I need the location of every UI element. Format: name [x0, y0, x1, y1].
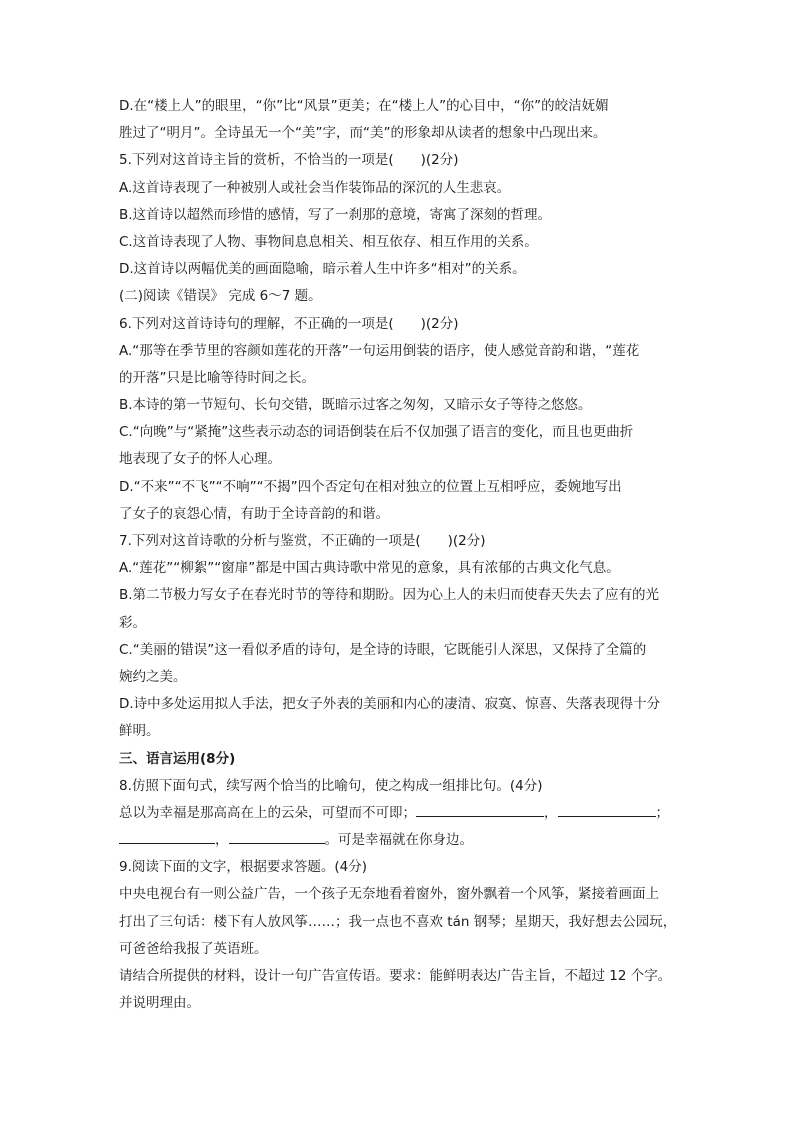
document-page: [119, 93, 681, 1017]
semicolon-mark: ；: [655, 804, 669, 821]
question-9-material: 可爸爸给我报了英语班。: [119, 940, 268, 957]
question-6-option-d: D.“不来”“不飞”“不响”“不揭”四个否定句在相对独立的位置上互相呼应，委婉地写出: [119, 478, 622, 495]
subsection-heading: (二)阅读《错误》 完成 6～7 题。: [119, 288, 322, 305]
question-7-option-a: A.“莲花”“柳絮”“窗扉”都是中国古典诗歌中常见的意象，具有浓郁的古典文化气息。: [119, 560, 620, 577]
question-7-option-d: D.诗中多处运用拟人手法，把女子外表的美丽和内心的凄清、寂寞、惊喜、失落表现得十分: [119, 696, 661, 713]
question-6-option-c-cont: 地表现了女子的怀人心理。: [119, 451, 281, 468]
question-5-option-d: D.这首诗以两幅优美的画面隐喻，暗示着人生中许多“相对”的关系。: [119, 261, 526, 278]
answer-blank-1[interactable]: [416, 802, 544, 817]
question-5-option-b: B.这首诗以超然而珍惜的感情，写了一刹那的意境，寄寓了深刻的哲理。: [119, 206, 552, 223]
question-7-option-b-cont: 彩。: [119, 614, 146, 631]
question-9-requirement: 并说明理由。: [119, 995, 200, 1012]
question-5-option-a: A.这首诗表现了一种被别人或社会当作装饰品的深沉的人生悲哀。: [119, 179, 511, 196]
question-8-line-2: [119, 827, 681, 854]
question-6-option-b: B.本诗的第一节短句、长句交错，既暗示过客之匆匆，又暗示女子等待之悠悠。: [119, 397, 592, 414]
question-8-prompt-text: 总以为幸福是那高高在上的云朵，可望而不可即；: [119, 804, 416, 821]
question-7-option-b: B.第二节极力写女子在春光时节的等待和期盼。因为心上人的未归而使春天失去了应有的光: [119, 587, 660, 604]
question-7-stem: 7.下列对这首诗歌的分析与鉴赏，不正确的一项是( )(2分): [119, 533, 486, 549]
question-9-requirement: 请结合所提供的材料，设计一句广告宣传语。要求：能鲜明表达广告主旨，不超过 12 个字。: [119, 968, 672, 984]
question-8-stem: 8.仿照下面句式，续写两个恰当的比喻句，使之构成一组排比句。(4分): [119, 777, 543, 794]
question-7-option-c-cont: 婉约之美。: [119, 668, 187, 685]
question-6-option-d-cont: 了女子的哀怨心情，有助于全诗音韵的和谐。: [119, 505, 389, 522]
comma-mark: ，: [544, 804, 558, 821]
answer-blank-4[interactable]: [229, 829, 325, 844]
question-8-line-1: [119, 800, 681, 827]
passage-line: 胜过了“明月”。全诗虽无一个“美”字，而“美”的形象却从读者的想象中凸现出来。: [119, 125, 607, 142]
question-6-stem: 6.下列对这首诗诗句的理解，不正确的一项是( )(2分): [119, 315, 459, 332]
answer-blank-2[interactable]: [558, 802, 656, 817]
question-6-option-a: A.“那等在季节里的容颜如莲花的开落”一句运用倒装的语序，使人感觉音韵和谐，“莲花: [119, 342, 640, 359]
question-6-option-a-cont: 的开落”只是比喻等待时间之长。: [119, 369, 315, 386]
section-3-heading: 三、语言运用(8分): [119, 750, 236, 767]
question-5-option-c: C.这首诗表现了人物、事物间息息相关、相互依存、相互作用的关系。: [119, 233, 538, 250]
question-8-tail-text: 。可是幸福就在你身边。: [324, 832, 473, 849]
question-6-option-c: C.“向晚”与“紧掩”这些表示动态的词语倒装在后不仅加强了语言的变化，而且也更曲折: [119, 424, 634, 441]
question-9-material: 中央电视台有一则公益广告，一个孩子无奈地看着窗外，窗外飘着一个风筝，紧接着画面上: [119, 886, 659, 903]
question-7-option-d-cont: 鲜明。: [119, 723, 160, 740]
passage-line: D.在“楼上人”的眼里，“你”比“风景”更美；在“楼上人”的心目中，“你”的皎洁妩媚: [119, 98, 609, 114]
question-7-option-c: C.“美丽的错误”这一看似矛盾的诗句，是全诗的诗眼，它既能引人深思，又保持了全篇的: [119, 641, 647, 658]
question-9-stem: 9.阅读下面的文字，根据要求答题。(4分): [119, 859, 368, 876]
answer-blank-3[interactable]: [119, 829, 215, 844]
question-5-stem: 5.下列对这首诗主旨的赏析，不恰当的一项是( )(2分): [119, 152, 459, 169]
comma-mark: ，: [215, 832, 229, 849]
question-9-material: 打出了三句话：楼下有人放风筝……；我一点也不喜欢 tán 钢琴；星期天，我好想去公园玩，: [119, 913, 677, 930]
